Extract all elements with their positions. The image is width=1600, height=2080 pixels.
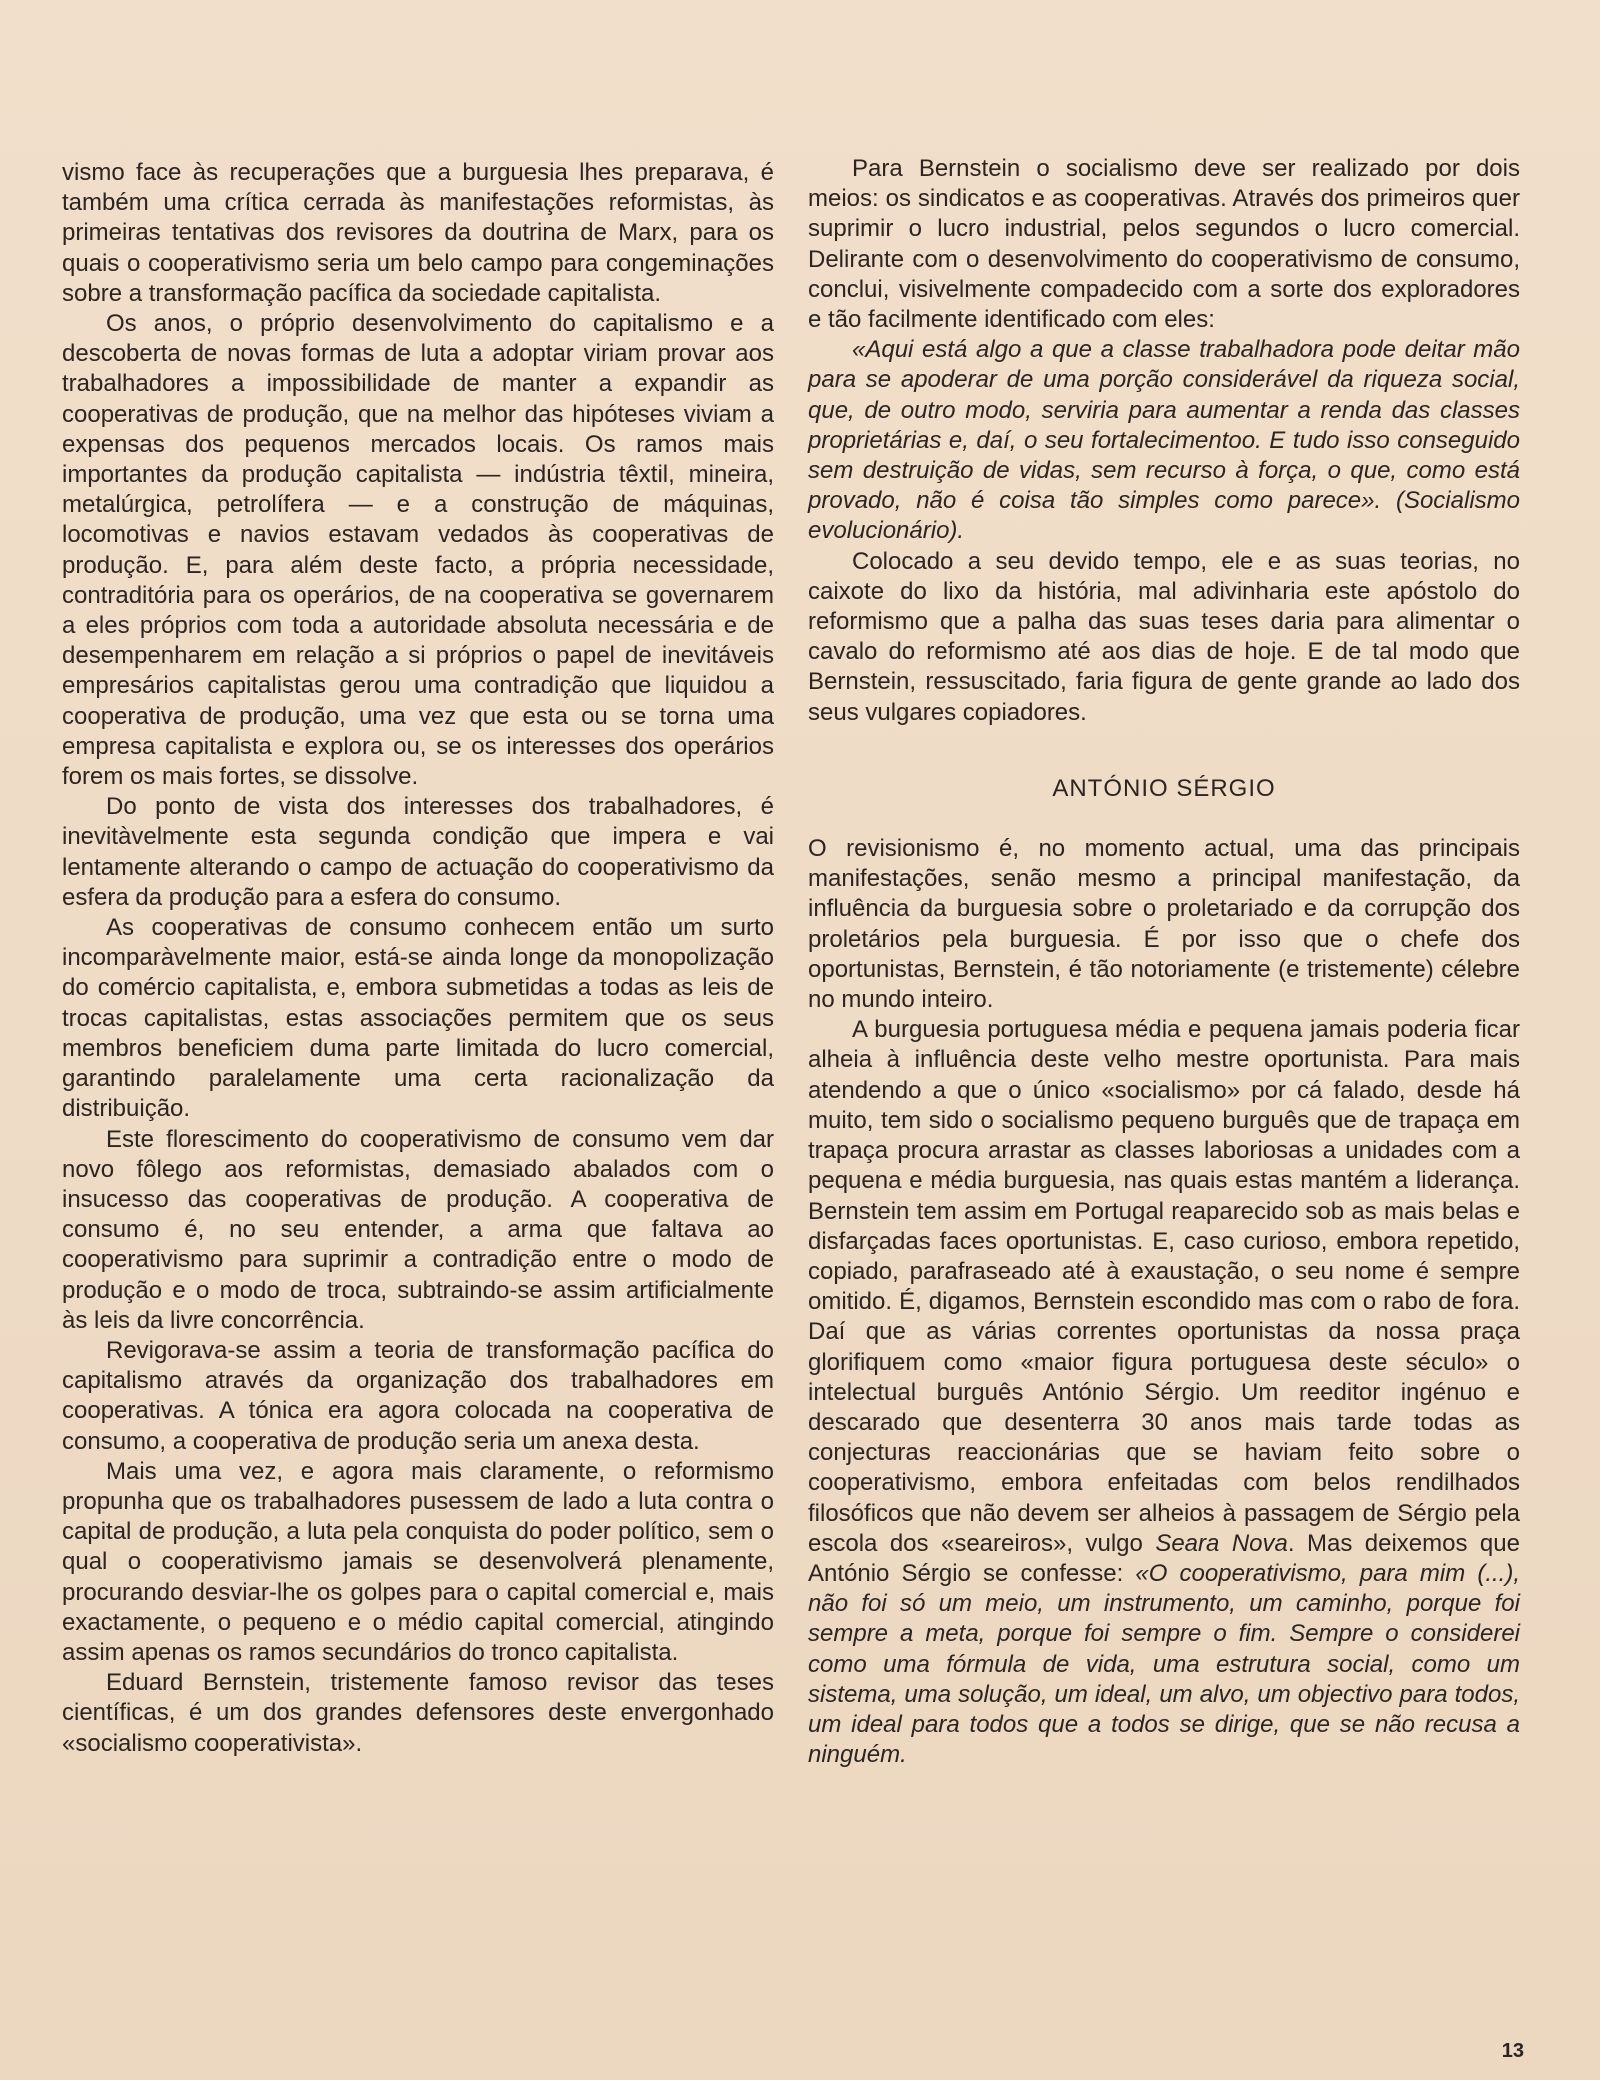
paragraph: vismo face às recuperações que a burguesia lhes preparava, é também uma crítica cerrada às manifestações reformistas, às primeiras tentativas dos revisores da doutrina de Marx, para os quais o cooperativismo seria um belo campo para congeminações sobre a transformação pacífica da sociedade capitalista. [62,159,774,307]
paragraph-text: . Mas deixemos que António Sérgio se confesse: [808,1529,1520,1587]
paragraph: Para Bernstein o socialismo deve ser realizado por dois meios: os sindicatos e as cooperativas. Através dos primeiros quer suprimir o lucro industrial, pelos segundos o lucro comercial. Delirante com o desenvolvimento do cooperativismo de consumo, conclui, visivelmente compadecido com a sorte dos exploradores e tão facilmente identificado com eles: [808,155,1520,334]
paragraph: Os anos, o próprio desenvolvimento do capitalismo e a descoberta de novas formas de luta a adoptar viriam provar aos trabalhadores a impossibilidade de manter a expandir as cooperativas de produção, que na melhor das hipóteses viviam a expensas dos pequenos mercados locais. Os ramos mais importantes da produção capitalista — indústria têxtil, mineira, metalúrgica, petrolífera — e a construção de máquinas, locomotivas e navios estavam vedados às cooperativas de produção. E, para além deste facto, a própria necessidade, contraditória para os operários, de na cooperativa se governarem a eles próprios com toda a autoridade absoluta necessária e de desempenharem em relação a si próprios o papel de inevitáveis empresários capitalistas gerou uma contradição que liquidou a cooperativa de produção, uma vez que esta ou se torna uma empresa capitalista e explora ou, se os interesses dos operários forem os mais fortes, se dissolve. [62,310,774,791]
seara-nova-title: Seara Nova [1155,1529,1288,1557]
page-number: 13 [1501,2040,1524,2062]
left-column [62,158,774,1759]
paragraph-text: A burguesia portuguesa média e pequena jamais poderia ficar alheia à influência deste velho mestre oportunista. Para mais atendendo a que o único «socialismo» por cá falado, desde há muito, tem sido o socialismo pequeno burguês que de trapaça em trapaça procura arrastar as classes laboriosas a unidades com a pequena e média burguesia, nas quais estas mantém a liderança. Bernstein tem assim em Portugal reaparecido sob as mais belas e disfarçadas faces oportunistas. E, caso curioso, embora repetido, copiado, parafraseado até à exaustação, o seu nome é sempre omitido. É, digamos, Bernstein escondido mas com o rabo de fora. Daí que as várias correntes oportunistas da nossa praça glorifiquem como «maior figura portuguesa deste século» o intelectual burguês António Sérgio. Um reeditor ingénuo e descarado que desenterra 30 anos mais tarde todas as conjecturas reaccionárias que se haviam feito sobre o cooperativismo, embora enfeitadas com belos rendilhados filosóficos que não devem ser alheios à passagem de Sérgio pela escola dos «seareiros», vulgo [808,1016,1520,1557]
paragraph: O revisionismo é, no momento actual, uma das principais manifestações, senão mesmo a principal manifestação, da influência da burguesia sobre o proletariado e da corrupção dos proletários pela burguesia. É por isso que o chefe dos oportunistas, Bernstein, é tão notoriamente (e tristemente) célebre no mundo inteiro. [808,835,1520,1014]
bernstein-quote: «Aqui está algo a que a classe trabalhadora pode deitar mão para se apoderar de uma porção considerável da riqueza social, que, de outro modo, serviria para aumentar a renda das classes proprietárias e, daí, o seu fortalecimentoo. E tudo isso conseguido sem destruição de vidas, sem recurso à força, o que, como está provado, não é coisa tão simples como parece». (Socialismo evolucionário). [808,336,1520,545]
paragraph: Colocado a seu devido tempo, ele e as suas teorias, no caixote do lixo da história, mal adivinharia este apóstolo do reformismo que a palha das suas teses daria para alimentar o cavalo do reformismo até aos dias de hoje. E de tal modo que Bernstein, ressuscitado, faria figura de gente grande ao lado dos seus vulgares copiadores. [808,547,1520,726]
paragraph: Este florescimento do cooperativismo de consumo vem dar novo fôlego aos reformistas, demasiado abalados com o insucesso das cooperativas de produção. A cooperativa de consumo é, no seu entender, a arma que faltava ao cooperativismo para suprimir a contradição entre o modo de produção e o modo de troca, subtraindo-se assim artificialmente às leis da livre concorrência. [62,1125,774,1334]
paragraph: Mais uma vez, e agora mais claramente, o reformismo propunha que os trabalhadores pusessem de lado a luta contra o capital de produção, a luta pela conquista do poder político, sem o qual o cooperativismo jamais se desenvolverá plenamente, procurando desviar-lhe os golpes para o capital comercial e, mais exactamente, o pequeno e o médio capital comercial, atingindo assim apenas os ramos secundários do tronco capitalista. [62,1457,774,1666]
section-heading: ANTÓNIO SÉRGIO [1052,774,1276,802]
paragraph: Revigorava-se assim a teoria de transformação pacífica do capitalismo através da organização dos trabalhadores em cooperativas. A tónica era agora colocada na cooperativa de consumo, a cooperativa de produção seria um anexa desta. [62,1336,774,1455]
sergio-quote: «O cooperativismo, para mim (...), não foi só um meio, um instrumento, um caminho, porque foi sempre a meta, porque foi sempre o fim. Sempre o considerei como uma fórmula de vida, uma estrutura social, como um sistema, uma solução, um ideal, um alvo, um objectivo para todos, um ideal para todos que a todos se dirige, que se não recusa a ninguém. [808,1559,1521,1769]
right-column [808,154,1520,1770]
paragraph: As cooperativas de consumo conhecem então um surto incomparàvelmente maior, está-se ainda longe da monopolização do comércio capitalista, e, embora submetidas a todas as leis de trocas capitalistas, estas associações permitem que os seus membros beneficiem duma parte limitada do lucro comercial, garantindo paralelamente uma certa racionalização da distribuição. [62,914,774,1123]
paragraph [808,1015,1520,1770]
paragraph: Eduard Bernstein, tristemente famoso revisor das teses científicas, é um dos grandes defensores deste envergonhado «socialismo cooperativista». [62,1669,774,1757]
paragraph: Do ponto de vista dos interesses dos trabalhadores, é inevitàvelmente esta segunda condição que impera e vai lentamente alterando o campo de actuação do cooperativismo da esfera da produção para a esfera do consumo. [62,793,774,911]
